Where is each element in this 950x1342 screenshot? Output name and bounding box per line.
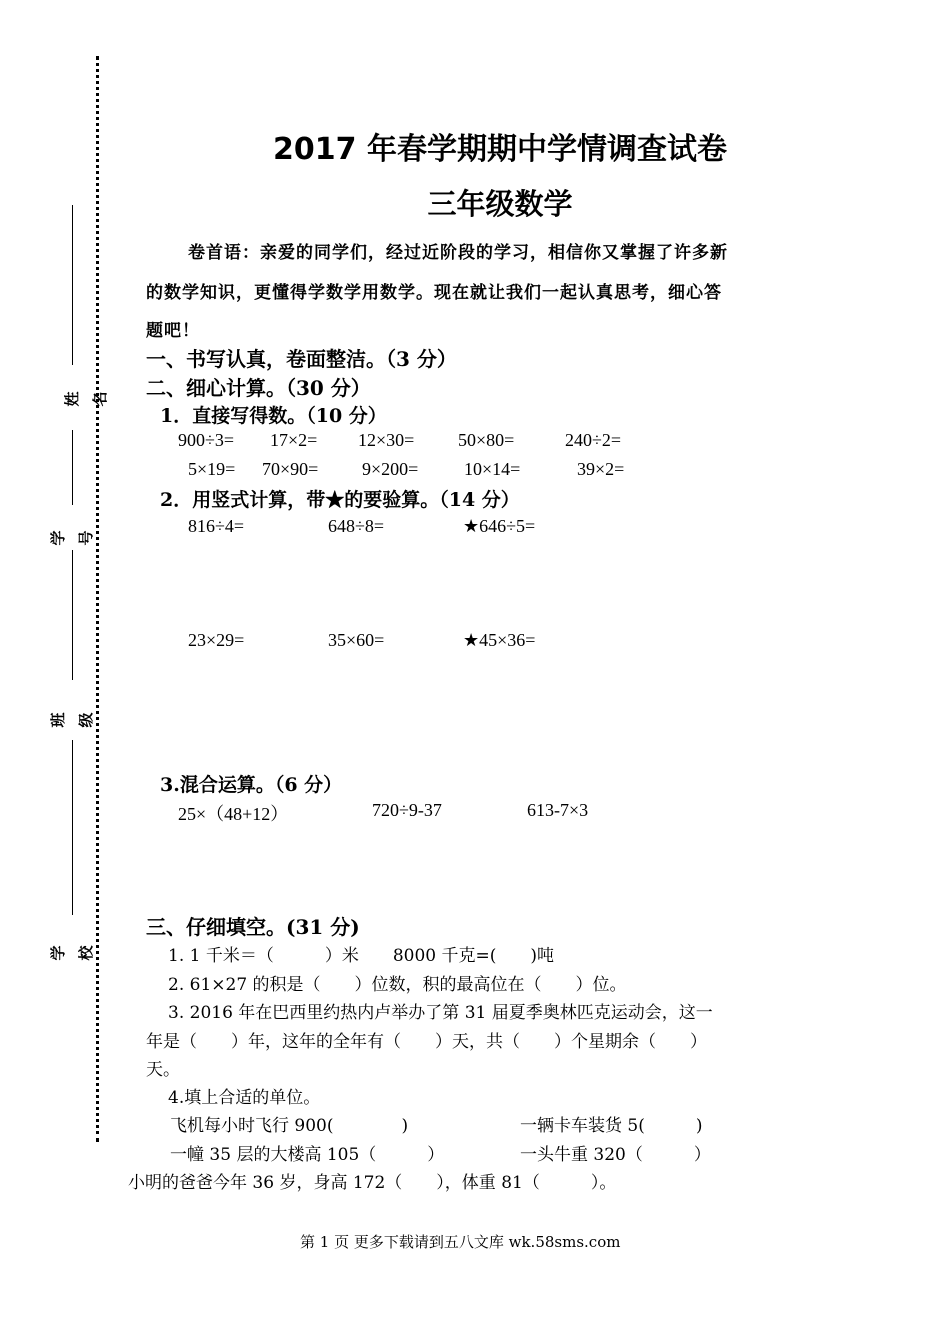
school-field-line	[72, 740, 73, 915]
calc-item: 39×2=	[577, 459, 625, 479]
page-subtitle: 三年级数学	[427, 187, 573, 221]
unit-item: 一幢 35 层的大楼高 105（ ）	[170, 1145, 445, 1165]
fill-question-3-line-1: 3. 2016 年在巴西里约热内卢举办了第 31 届夏季奥林匹克运动会，这一	[168, 1003, 713, 1023]
calc-item: 9×200=	[362, 459, 419, 479]
calc-item: 240÷2=	[565, 430, 622, 450]
calc-item: 900÷3=	[178, 430, 235, 450]
class-field-line	[72, 550, 73, 680]
section-2-heading: 二、细心计算。（30 分）	[146, 376, 371, 400]
preface-line-1: 卷首语：亲爱的同学们，经过近阶段的学习，相信你又掌握了许多新	[188, 243, 728, 263]
calc-item: 17×2=	[270, 430, 318, 450]
page-title: 2017 年春学期期中学情调查试卷	[273, 132, 727, 167]
fill-question-1: 1. 1 千米＝（ ）米 8000 千克=( )吨	[168, 946, 555, 966]
id-field-line	[72, 430, 73, 505]
part-1-heading: 1．直接写得数。（10 分）	[160, 405, 387, 427]
vertical-calc-item: 816÷4=	[188, 516, 245, 536]
unit-item: 小明的爸爸今年 36 岁，身高 172（ ），体重 81（ ）。	[128, 1173, 617, 1193]
name-field-line	[72, 205, 73, 365]
vertical-calc-item: 35×60=	[328, 630, 385, 650]
calc-item: 50×80=	[458, 430, 515, 450]
page-footer: 第 1 页 更多下载请到五八文库 wk.58sms.com	[300, 1233, 621, 1251]
preface-line-2: 的数学知识，更懂得学数学用数学。现在就让我们一起认真思考，细心答	[146, 283, 722, 303]
fill-question-4-heading: 4.填上合适的单位。	[168, 1088, 321, 1108]
calc-item: 5×19=	[188, 459, 236, 479]
section-3-heading: 三、仔细填空。(31 分)	[146, 915, 360, 939]
mixed-calc-item: 613-7×3	[527, 800, 589, 820]
part-3-heading: 3.混合运算。（6 分）	[160, 774, 343, 796]
mixed-calc-item: 720÷9-37	[372, 800, 442, 820]
vertical-calc-item: 23×29=	[188, 630, 245, 650]
fill-question-2: 2. 61×27 的积是（ ）位数，积的最高位在（ ）位。	[168, 975, 627, 995]
vertical-calc-item: 648÷8=	[328, 516, 385, 536]
calc-item: 70×90=	[262, 459, 319, 479]
calc-item: 10×14=	[464, 459, 521, 479]
fill-question-3-line-2: 年是（ ）年，这年的全年有（ ）天，共（ ）个星期余（ ）	[146, 1032, 707, 1052]
mixed-calc-item: 25×（48+12）	[178, 804, 289, 824]
calc-item: 12×30=	[358, 430, 415, 450]
vertical-calc-item: ★646÷5=	[463, 516, 536, 536]
unit-item: 一头牛重 320（ ）	[520, 1145, 711, 1165]
preface-line-3: 题吧！	[146, 321, 200, 341]
name-label: 姓名	[63, 391, 109, 407]
fill-question-3-line-3: 天。	[146, 1060, 180, 1080]
vertical-calc-item: ★45×36=	[463, 630, 536, 650]
section-1-heading: 一、书写认真，卷面整洁。（3 分）	[146, 347, 457, 371]
part-2-heading: 2．用竖式计算，带★的要验算。（14 分）	[160, 489, 520, 511]
school-label: 学校	[49, 945, 95, 961]
class-label: 班级	[49, 712, 95, 728]
unit-item: 飞机每小时飞行 900( )	[170, 1116, 409, 1136]
id-label: 学号	[49, 530, 95, 546]
unit-item: 一辆卡车装货 5( )	[520, 1116, 703, 1136]
